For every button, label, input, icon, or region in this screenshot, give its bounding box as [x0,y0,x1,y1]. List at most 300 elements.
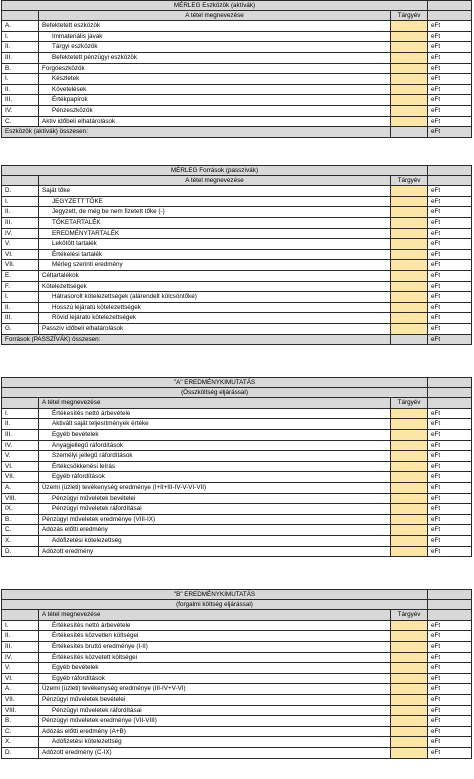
row-code: G. [1,324,38,334]
income-a-subtitle-row [1,388,472,399]
unit-label: eFt [427,303,472,313]
value-input-cell[interactable] [390,494,427,504]
unit-label: eFt [427,684,472,694]
table-row [1,53,472,64]
unit-label: eFt [427,441,472,451]
row-code: III. [1,95,38,105]
value-input-cell[interactable] [390,95,427,105]
unit-label: eFt [427,197,472,207]
table-row [1,663,472,674]
unit-label: eFt [427,250,472,260]
value-input-cell[interactable] [390,324,427,334]
header-code-cell [1,11,38,21]
row-code: III. [1,313,38,323]
row-code: I. [1,74,38,84]
header-code-cell [1,176,38,186]
value-input-cell[interactable] [390,186,427,196]
row-label: Saját tőke [38,186,390,196]
table-row [1,462,472,473]
unit-label: eFt [427,42,472,52]
table-row [1,525,472,536]
row-code: A. [1,483,38,493]
unit-label: eFt [427,727,472,737]
table-row [1,409,472,420]
value-input-cell[interactable] [390,472,427,482]
table-row [1,250,472,261]
row-code: II. [1,303,38,313]
unit-label: eFt [427,494,472,504]
row-code: VII. [1,472,38,482]
assets-title-row [1,0,472,11]
value-input-cell[interactable] [390,197,427,207]
income-b-title-row [1,589,472,600]
row-label: Értékesítés nettó árbevétele [38,621,390,631]
table-row [1,748,472,759]
row-label: Értékesítés közvetett költségei [38,653,390,663]
header-unit-cell [427,398,472,408]
header-unit-cell [427,11,472,21]
unit-label: eFt [427,653,472,663]
value-input-cell[interactable] [390,695,427,705]
income-a-title: "A" EREDMÉNYKIMUTATÁS [1,378,427,387]
unit-label: eFt [427,674,472,684]
row-label: Egyéb ráfordítások [38,472,390,482]
row-code: C. [1,525,38,535]
header-unit-cell [427,176,472,186]
liabilities-title: MÉRLEG Források (passzívák) [1,166,427,175]
row-code: B. [1,515,38,525]
row-label: Rövid lejáratú kötelezettségek [38,313,390,323]
row-label: Értékpapírok [38,95,390,105]
table-row [1,451,472,462]
row-code: II. [1,631,38,641]
table-row [1,483,472,494]
value-input-cell[interactable] [390,441,427,451]
row-label: Adófizetési kötelezettség [38,737,390,747]
table-row [1,737,472,748]
liabilities-rows [1,186,472,334]
row-code: C. [1,117,38,127]
row-label: Passzív időbeli elhatárolások [38,324,390,334]
value-input-cell[interactable] [390,631,427,641]
row-label: Adózott eredmény (C-IX) [38,748,390,758]
table-row [1,282,472,293]
row-code: II. [1,85,38,95]
row-code: B. [1,64,38,74]
row-code: E. [1,271,38,281]
row-label: Adózás előtti eredmény [38,525,390,535]
table-row [1,271,472,282]
row-label: Befektetett pénzügyi eszközök [38,53,390,63]
unit-label: eFt [427,748,472,758]
row-code: VI. [1,250,38,260]
row-label: Hátrasorolt kötelezettségek (alárendelt kölcsöntőke) [38,292,390,302]
row-code: III. [1,430,38,440]
row-code: A. [1,684,38,694]
table-row [1,229,472,240]
value-input-cell[interactable] [390,260,427,270]
table-row [1,441,472,452]
row-label: Forgóeszközök [38,64,390,74]
row-label: Egyéb ráfordítások [38,674,390,684]
row-code: VII. [1,260,38,270]
value-input-cell[interactable] [390,515,427,525]
unit-label: eFt [427,642,472,652]
table-row [1,207,472,218]
unit-label: eFt [427,706,472,716]
unit-label: eFt [427,483,472,493]
unit-label: eFt [427,271,472,281]
unit-label: eFt [427,239,472,249]
table-row [1,674,472,685]
value-input-cell[interactable] [390,547,427,557]
header-code-cell [1,398,38,408]
row-label: Adózás előtti eredmény (A+B) [38,727,390,737]
unit-label: eFt [427,547,472,557]
assets-rows [1,21,472,127]
table-row [1,313,472,324]
row-code: III. [1,218,38,228]
value-input-cell[interactable] [390,282,427,292]
table-row [1,64,472,75]
assets-header-row [1,11,472,22]
table-row [1,292,472,303]
value-input-cell[interactable] [390,462,427,472]
income-a-rows [1,409,472,557]
unit-label: eFt [427,536,472,546]
table-row [1,504,472,515]
value-input-cell[interactable] [390,303,427,313]
table-row [1,32,472,43]
row-code: IV. [1,441,38,451]
value-input-cell[interactable] [390,483,427,493]
table-row [1,106,472,117]
unit-label: eFt [427,663,472,673]
unit-label: eFt [427,472,472,482]
liabilities-total-row [1,335,472,346]
row-code: IV. [1,106,38,116]
row-label: TŐKETARTALÉK [38,218,390,228]
unit-label: eFt [427,419,472,429]
value-input-cell[interactable] [390,663,427,673]
unit-label: eFt [427,430,472,440]
row-label: Értékesítés nettó árbevétele [38,409,390,419]
header-name: A tétel megnevezése [38,11,390,21]
table-row [1,472,472,483]
unit-label: eFt [427,186,472,196]
header-year: Tárgyév [390,11,427,21]
row-label: Üzemi (üzleti) tevékenység eredménye (I+II+III-IV-V-VI-VII) [38,483,390,493]
value-input-cell[interactable] [390,642,427,652]
unit-label: eFt [427,127,472,137]
header-year: Tárgyév [390,610,427,620]
row-label: Pénzügyi műveletek bevételei [38,494,390,504]
value-input-cell[interactable] [390,451,427,461]
liabilities-header-row [1,176,472,187]
header-unit-cell [427,610,472,620]
unit-label: eFt [427,621,472,631]
value-input-cell[interactable] [390,218,427,228]
value-input-cell[interactable] [390,621,427,631]
table-row [1,218,472,229]
table-row [1,21,472,32]
row-code: II. [1,419,38,429]
row-code: F. [1,282,38,292]
row-code: IX. [1,504,38,514]
row-label: Pénzügyi műveletek ráfordításai [38,706,390,716]
row-code: C. [1,727,38,737]
unit-label: eFt [427,260,472,270]
row-label: Készletek [38,74,390,84]
value-input-cell[interactable] [390,748,427,758]
row-code: I. [1,292,38,302]
row-label: Pénzügyi műveletek bevételei [38,695,390,705]
row-code: III. [1,642,38,652]
row-label: Pénzeszközök [38,106,390,116]
unit-label: eFt [427,282,472,292]
value-input-cell[interactable] [390,21,427,31]
value-input-cell[interactable] [390,716,427,726]
row-label: Pénzügyi műveletek ráfordításai [38,504,390,514]
row-code: V. [1,451,38,461]
assets-total-value[interactable] [390,127,427,137]
row-code: IV. [1,229,38,239]
row-label: Mérleg szerinti eredmény [38,260,390,270]
unit-label: eFt [427,53,472,63]
row-code: I. [1,32,38,42]
income-b-table [1,589,472,759]
unit-label: eFt [427,292,472,302]
table-row [1,74,472,85]
row-label: Értékesítés bruttó eredménye (I-II) [38,642,390,652]
row-code: II. [1,42,38,52]
table-row [1,197,472,208]
table-row [1,117,472,128]
table-row [1,430,472,441]
table-row [1,515,472,526]
row-label: Értékesítés közvetlen költségei [38,631,390,641]
value-input-cell[interactable] [390,684,427,694]
value-input-cell[interactable] [390,207,427,217]
liabilities-total-value[interactable] [390,335,427,345]
unit-label: eFt [427,695,472,705]
unit-label: eFt [427,218,472,228]
row-code: X. [1,536,38,546]
row-label: Céltartalékok [38,271,390,281]
title-unit-cell [427,1,472,10]
value-input-cell[interactable] [390,229,427,239]
unit-label: eFt [427,515,472,525]
value-input-cell[interactable] [390,737,427,747]
value-input-cell[interactable] [390,250,427,260]
row-label: Követelések [38,85,390,95]
unit-label: eFt [427,525,472,535]
value-input-cell[interactable] [390,525,427,535]
row-label: Egyéb bevételek [38,430,390,440]
unit-label: eFt [427,716,472,726]
income-a-header-row [1,398,472,409]
title-unit-cell [427,378,472,387]
row-code: X. [1,737,38,747]
unit-label: eFt [427,64,472,74]
table-row [1,716,472,727]
income-b-header-row [1,610,472,621]
row-label: Hosszú lejáratú kötelezettségek [38,303,390,313]
table-row [1,684,472,695]
table-row [1,85,472,96]
header-year: Tárgyév [390,176,427,186]
table-row [1,95,472,106]
title-unit-cell [427,388,472,398]
row-code: D. [1,547,38,557]
row-label: Tárgyi eszközök [38,42,390,52]
value-input-cell[interactable] [390,239,427,249]
row-label: Üzemi (üzleti) tevékenység eredménye (III-IV+V-VI) [38,684,390,694]
value-input-cell[interactable] [390,292,427,302]
row-code: VII. [1,695,38,705]
row-label: Adófizetési kötelezettség [38,536,390,546]
row-code: V. [1,663,38,673]
value-input-cell[interactable] [390,419,427,429]
unit-label: eFt [427,32,472,42]
assets-table [1,0,472,138]
table-row [1,706,472,717]
row-label: Immateriális javak [38,32,390,42]
table-row [1,303,472,314]
value-input-cell[interactable] [390,536,427,546]
value-input-cell[interactable] [390,706,427,716]
row-code: VI. [1,462,38,472]
table-row [1,42,472,53]
row-code: III. [1,53,38,63]
row-label: Kötelezettségek [38,282,390,292]
value-input-cell[interactable] [390,85,427,95]
row-code: IV. [1,653,38,663]
income-a-table [1,377,472,557]
row-label: EREDMÉNYTARTALÉK [38,229,390,239]
income-a-title-row [1,377,472,388]
value-input-cell[interactable] [390,42,427,52]
assets-total-label: Eszközök (aktívák) összesen: [1,127,390,137]
table-row [1,494,472,505]
unit-label: eFt [427,74,472,84]
table-row [1,260,472,271]
unit-label: eFt [427,85,472,95]
header-name: A tétel megnevezése [38,398,390,408]
value-input-cell[interactable] [390,106,427,116]
value-input-cell[interactable] [390,653,427,663]
row-label: Aktivált saját teljesítmények értéke [38,419,390,429]
assets-title: MÉRLEG Eszközök (aktívák) [1,1,427,10]
header-year: Tárgyév [390,398,427,408]
table-row [1,186,472,197]
table-row [1,631,472,642]
row-code: VIII. [1,494,38,504]
row-label: Befektetett eszközök [38,21,390,31]
unit-label: eFt [427,451,472,461]
value-input-cell[interactable] [390,53,427,63]
row-label: Személyi jellegű ráfordítások [38,451,390,461]
row-label: Pénzügyi műveletek eredménye (VII-VIII) [38,716,390,726]
row-label: JEGYZETT TŐKE [38,197,390,207]
row-code: A. [1,21,38,31]
table-row [1,695,472,706]
unit-label: eFt [427,313,472,323]
unit-label: eFt [427,106,472,116]
row-label: Lekötött tartalék [38,239,390,249]
value-input-cell[interactable] [390,727,427,737]
row-code: I. [1,197,38,207]
row-code: II. [1,207,38,217]
table-row [1,239,472,250]
table-row [1,727,472,738]
row-code: D. [1,748,38,758]
row-label: Pénzügyi műveletek eredménye (VIII-IX) [38,515,390,525]
value-input-cell[interactable] [390,430,427,440]
unit-label: eFt [427,117,472,127]
title-unit-cell [427,166,472,175]
liabilities-title-row [1,165,472,176]
income-b-rows [1,621,472,759]
income-b-subtitle-row [1,600,472,611]
income-a-subtitle: (Összköltség eljárással) [1,388,427,398]
unit-label: eFt [427,504,472,514]
unit-label: eFt [427,21,472,31]
row-code: VIII. [1,706,38,716]
header-name: A tétel megnevezése [38,610,390,620]
value-input-cell[interactable] [390,64,427,74]
value-input-cell[interactable] [390,117,427,127]
row-code: V. [1,239,38,249]
row-code: VI. [1,674,38,684]
unit-label: eFt [427,207,472,217]
unit-label: eFt [427,324,472,334]
assets-total-row [1,127,472,138]
unit-label: eFt [427,95,472,105]
row-code: B. [1,716,38,726]
value-input-cell[interactable] [390,271,427,281]
table-row [1,621,472,632]
unit-label: eFt [427,631,472,641]
value-input-cell[interactable] [390,32,427,42]
table-row [1,419,472,430]
unit-label: eFt [427,229,472,239]
value-input-cell[interactable] [390,409,427,419]
unit-label: eFt [427,737,472,747]
unit-label: eFt [427,462,472,472]
row-label: Egyéb bevételek [38,663,390,673]
header-code-cell [1,610,38,620]
table-row [1,653,472,664]
value-input-cell[interactable] [390,674,427,684]
table-row [1,536,472,547]
row-code: I. [1,621,38,631]
value-input-cell[interactable] [390,504,427,514]
table-row [1,324,472,335]
row-label: Anyagjellegű ráfordítások [38,441,390,451]
liabilities-table [1,165,472,345]
title-unit-cell [427,600,472,610]
row-label: Értékcsökkenési leírás [38,462,390,472]
unit-label: eFt [427,409,472,419]
row-label: Értékelési tartalék [38,250,390,260]
table-row [1,642,472,653]
income-b-title: "B" EREDMÉNYKIMUTATÁS [1,590,427,599]
row-label: Jegyzett, de még be nem fizetett tőke (-) [38,207,390,217]
value-input-cell[interactable] [390,313,427,323]
value-input-cell[interactable] [390,74,427,84]
row-label: Adózott eredmény [38,547,390,557]
